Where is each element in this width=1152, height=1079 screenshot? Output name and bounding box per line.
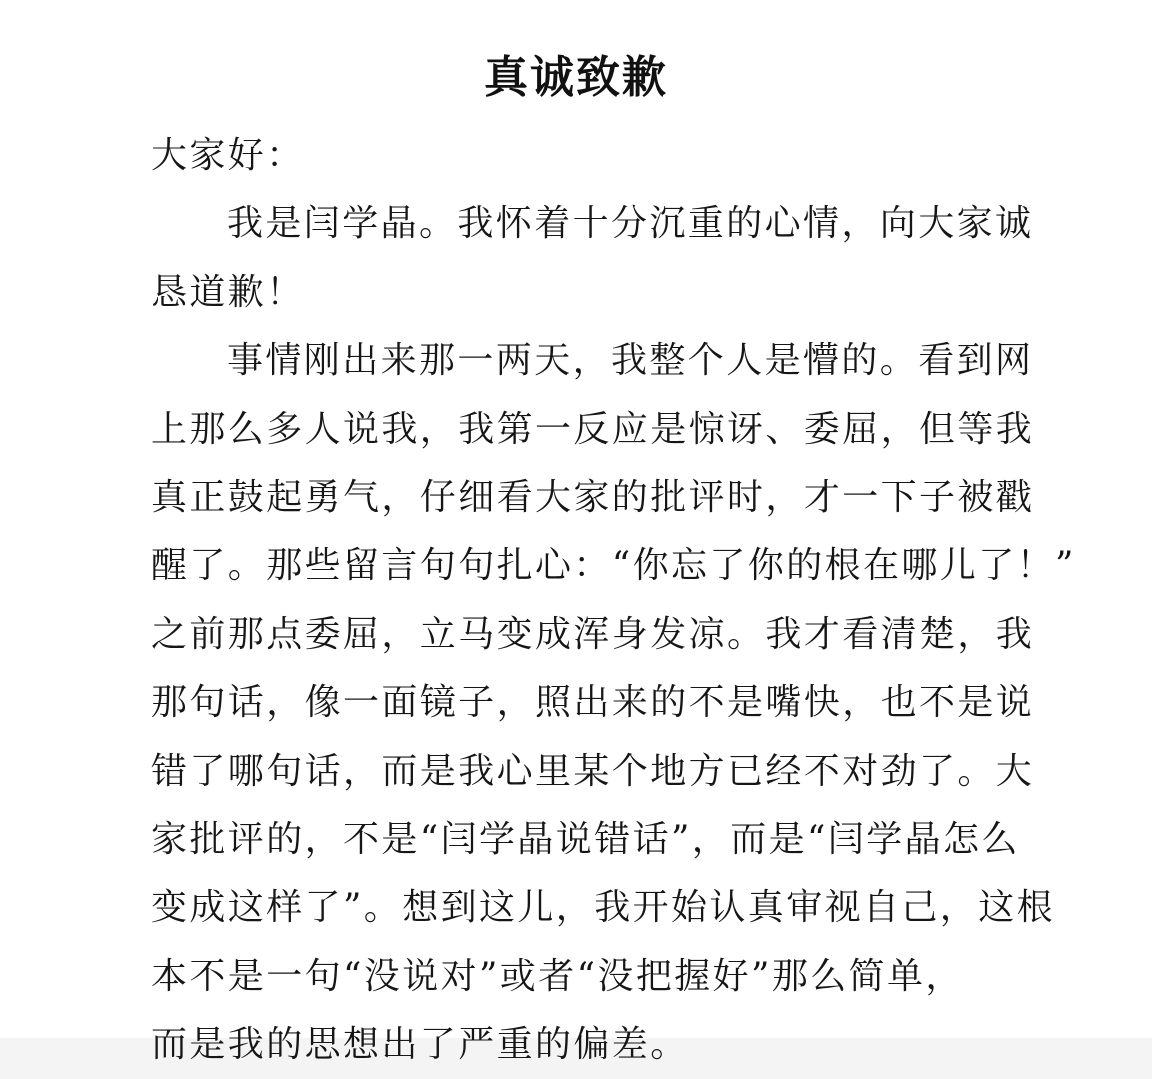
paragraph-1-line-2: 恳道歉！ — [151, 271, 305, 313]
paragraph-2-line-7: 错了哪句话，而是我心里某个地方已经不对劲了。大 — [151, 750, 1035, 792]
paragraph-2-line-1: 事情刚出来那一两天，我整个人是懵的。看到网 — [227, 340, 1034, 382]
greeting-line: 大家好： — [151, 135, 305, 176]
paragraph-2-line-2: 上那么多人说我，我第一反应是惊讶、委屈，但等我 — [151, 408, 1035, 450]
document-body — [151, 122, 1076, 1079]
paragraph-1-line-1: 我是闫学晶。我怀着十分沉重的心情，向大家诚 — [227, 203, 1034, 245]
paragraph-2-line-6: 那句话，像一面镜子，照出来的不是嘴快，也不是说 — [151, 682, 1035, 724]
paragraph-2-line-10: 本不是一句“没说对”或者“没把握好”那么简单， — [151, 955, 964, 997]
document-title: 真诚致歉 — [484, 52, 668, 103]
paragraph-2-line-8: 家批评的，不是“闫学晶说错话”，而是“闫学晶怎么 — [151, 818, 1020, 860]
paragraph-2-line-4: 醒了。那些留言句句扎心：“你忘了你的根在哪儿了！” — [151, 545, 1076, 587]
paragraph-2-line-5: 之前那点委屈，立马变成浑身发凉。我才看清楚，我 — [151, 613, 1035, 655]
paragraph-2-line-9: 变成这样了”。想到这儿，我开始认真审视自己，这根 — [151, 887, 1056, 929]
paragraph-2-line-3: 真正鼓起勇气，仔细看大家的批评时，才一下子被戳 — [151, 476, 1035, 518]
paragraph-2-line-11: 而是我的思想出了严重的偏差。 — [151, 1024, 689, 1066]
